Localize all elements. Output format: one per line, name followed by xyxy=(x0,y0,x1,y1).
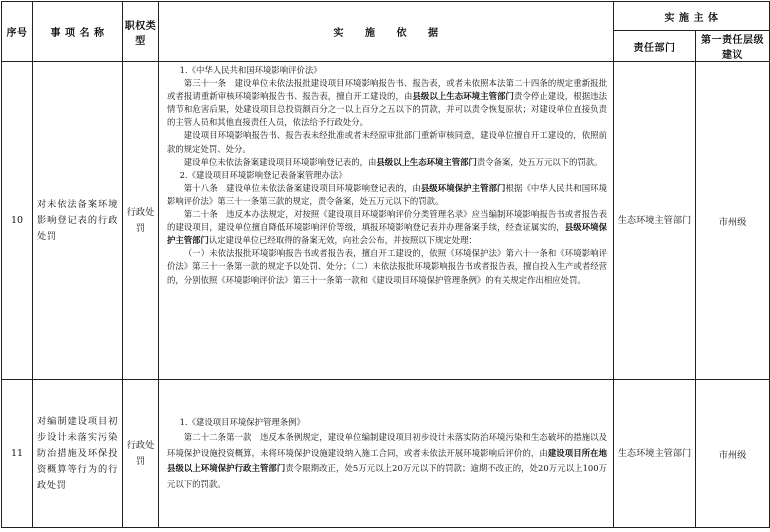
authority-highlight: 县级以上生态环境主管部门 xyxy=(412,91,514,102)
basis-paragraph: 第十八条 建设单位未依法备案建设项目环境影响登记表的，由县级环境保护主管部门根据《中华人民共和国环境影响评价法》第三十一条第三款的规定，责令备案，处五万元以下的罚款。 xyxy=(167,182,608,206)
row-dept: 生态环境主管部门 xyxy=(614,62,696,380)
row-name: 对未依法备案环境影响登记表的行政处罚 xyxy=(33,62,123,380)
basis-paragraph: 1.《建设项目环境保护管理条例》 xyxy=(179,416,305,427)
row-type: 行政处罚 xyxy=(123,62,159,380)
basis-paragraph: 第二十二条第一款 违反本条例规定，建设单位编制建设项目初步设计未落实防治环境污染和生态破坏的措施以及环境保护设施投资概算，未将环境保护设施建设纳入施工合同，或者未依法开展环境影响后评价的，由建设项目所在地县级以上环境保护行政主管部门责令限期改正，处5万元以上20万元以下的罚款；逾期不改正的，处20万元以上100万元以下的罚款。 xyxy=(167,432,608,489)
basis-paragraph: 建设项目环境影响报告书、报告表未经批准或者未经原审批部门重新审核同意，建设单位擅自开工建设的，依照前款的规定处罚、处分。 xyxy=(167,130,607,154)
row-dept: 生态环境主管部门 xyxy=(614,380,696,528)
basis-paragraph: 第二十条 违反本办法规定，对按照《建设项目环境影响评价分类管理名录》应当编制环境影响报告书或者报告表的建设项目，建设单位擅自降低环境影响评价等级，填报环境影响登记表并办理备案手续，经查证属实的，县级环境保护主管部门认定建设单位已经取得的备案无效，向社会公布，并按照以下规定处理： xyxy=(167,209,608,246)
table-row xyxy=(2,380,770,528)
table-row xyxy=(2,62,770,380)
header-type: 职权类型 xyxy=(123,2,159,62)
header-level: 第一责任层级建议 xyxy=(696,31,770,62)
row-num: 11 xyxy=(2,380,33,528)
basis-paragraph: 1.《中华人民共和国环境影响评价法》 xyxy=(179,65,322,75)
row-name: 对编制建设项目初步设计未落实污染防治措施及环保投资概算等行为的行政处罚 xyxy=(33,380,123,528)
header-num: 序号 xyxy=(2,2,33,62)
header-subject: 实 施 主 体 xyxy=(614,2,770,31)
header-dept: 责任部门 xyxy=(614,31,696,62)
authority-highlight: 县级以上生态环境主管部门 xyxy=(376,156,477,167)
row-level: 市州级 xyxy=(696,380,770,528)
authority-highlight: 建设项目所在地县级以上环境保护行政主管部门 xyxy=(167,447,607,474)
row-level: 市州级 xyxy=(696,62,770,380)
row-basis xyxy=(159,62,614,380)
header-basis: 实 施 依 据 xyxy=(159,2,614,62)
basis-paragraph: 2.《建设项目环境影响登记表备案管理办法》 xyxy=(179,169,347,180)
row-num: 10 xyxy=(2,62,33,380)
authority-highlight: 县级环境保护主管部门 xyxy=(167,222,608,246)
header-name: 事 项 名 称 xyxy=(33,2,123,62)
basis-paragraph: 第三十一条 建设单位未依法报批建设项目环境影响报告书、报告表，或者未依照本法第二十四条的规定重新报批或者报请重新审核环境影响报告书、报告表，擅自开工建设的，由县级以上生态环境主管部门责令停止建设，根据违法情节和危害后果，处建设项目总投资额百分之一以上百分之五以下的罚款，并可以责令恢复原状；对建设单位直接负责的主管人员和其他直接责任人员，依法给予行政处分。 xyxy=(167,78,608,128)
enforcement-table xyxy=(1,1,770,528)
basis-paragraph: 建设单位未依法备案建设项目环境影响登记表的，由县级以上生态环境主管部门责令备案，处五万元以下的罚款。 xyxy=(183,156,603,167)
authority-highlight: 县级环境保护主管部门 xyxy=(420,182,506,193)
basis-paragraph: （一）未依法报批环境影响报告书或者报告表，擅自开工建设的，依照《环境保护法》第六十一条和《环境影响评价法》第三十一条第一款的规定予以处罚、处分；（二）未依法报批环境影响报告书或者报告表，擅自投入生产或者经营的，分别依照《环境影响评价法》第三十一条第一款和《建设项目环境保护管理条例》的有关规定作出相应处罚。 xyxy=(167,248,607,285)
row-type: 行政处罚 xyxy=(123,380,159,528)
row-basis xyxy=(159,380,614,528)
